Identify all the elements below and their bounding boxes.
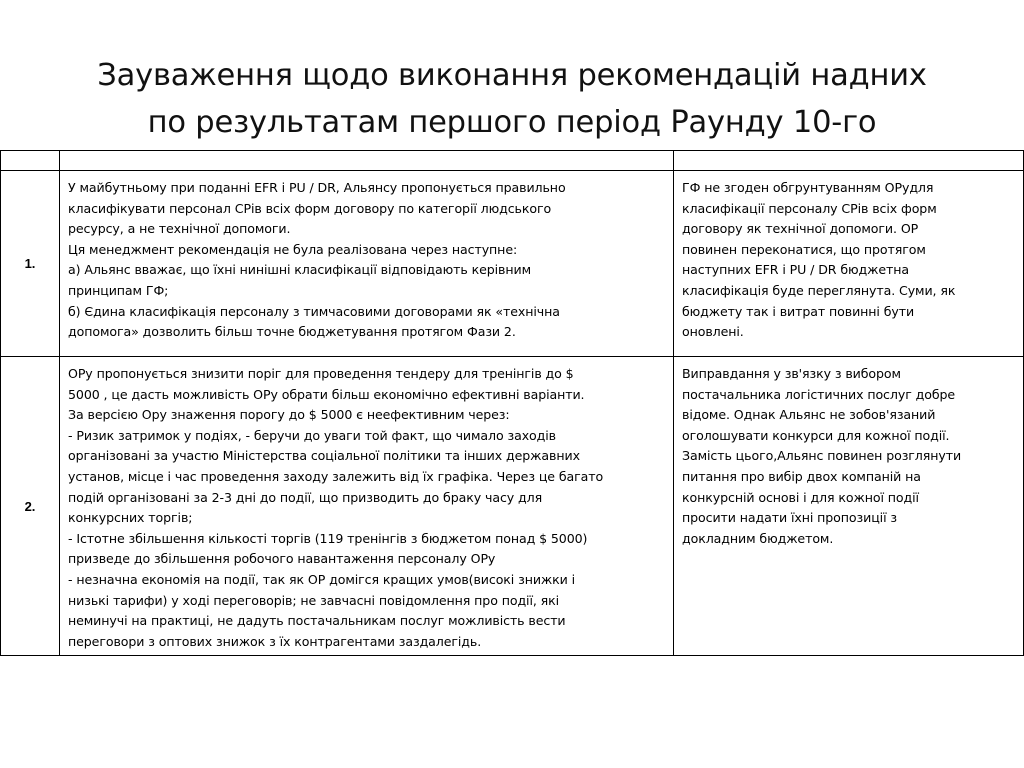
title-line-1: Зауваження щодо виконання рекомендацій надних — [97, 58, 927, 93]
text-line: просити надати їхні пропозиції з — [682, 510, 897, 526]
text-line: неминучі на практиці, не дадуть постачальникам послуг можливість вести — [68, 613, 566, 629]
text-line: За версією Ору знаження порогу до $ 5000 є неефективним через: — [68, 407, 510, 423]
text-line: Виправдання у зв'язку з вибором — [682, 366, 901, 381]
header-cell-recommendation — [60, 151, 674, 171]
text-line: класифікація буде переглянута. Суми, як — [682, 282, 956, 298]
text-line: 5000 , це дасть можливість ОРу обрати більш економічно ефективні варіанти. — [68, 386, 585, 402]
table-row — [1, 171, 1024, 357]
text-line: Ця менеджмент рекомендація не була реалізована через наступне: — [68, 241, 518, 257]
text-line: Замість цього,Альянс повинен розглянути — [682, 448, 962, 464]
text-line: бюджету так і витрат повинні бути — [682, 303, 915, 319]
text-line: постачальника логістичних послуг добре — [682, 386, 956, 402]
text-line: допомога» дозволить більш точне бюджетування протягом Фази 2. — [68, 324, 516, 340]
text-line: оголошувати конкурси для кожної події. — [682, 427, 950, 443]
text-line: конкурсних торгів; — [68, 510, 193, 526]
row-number: 1. — [1, 171, 60, 357]
text-line: класифікувати персонал СРів всіх форм договору по категорії людського — [68, 200, 552, 216]
header-cell-response — [674, 151, 1024, 171]
text-line: б) Єдина класифікація персоналу з тимчасовими договорами як «технічна — [68, 303, 560, 319]
text-line: подій організовані за 2-3 дні до події, що призводить до браку часу для — [68, 489, 543, 505]
text-line: ГФ не згоден обгрунтуванням ОРудля — [682, 180, 934, 195]
text-line: призведе до збільшення робочого навантаження персоналу ОРу — [68, 551, 496, 567]
text-line: - Ризик затримок у подіях, - беручи до уваги той факт, що чимало заходів — [68, 427, 556, 443]
row-number: 2. — [1, 357, 60, 656]
text-line: принципам ГФ; — [68, 282, 169, 298]
text-line: конкурсній основі і для кожної події — [682, 489, 919, 505]
text-line: ОРу пропонується знизити поріг для проведення тендеру для тренінгів до $ — [68, 366, 574, 381]
text-line: установ, місце і час проведення заходу залежить від їх графіка. Через це багато — [68, 468, 604, 484]
title-line-2: по результатам першого період Раунду 10-го — [147, 105, 877, 140]
text-line: оновлені. — [682, 324, 744, 340]
table-header-row — [1, 151, 1024, 171]
text-line: відоме. Однак Альянс не зобов'язаний — [682, 407, 936, 423]
text-line: - Істотне збільшення кількості торгів (119 тренінгів з бюджетом понад $ 5000) — [68, 530, 588, 546]
recommendations-table — [0, 150, 1024, 656]
text-line: докладним бюджетом. — [682, 530, 834, 546]
text-line: У майбутньому при поданні EFR і PU / DR, Альянсу пропонується правильно — [68, 180, 566, 195]
text-line: - незначна економія на події, так як ОР домігся кращих умов(високі знижки і — [68, 571, 576, 587]
text-line: питання про вибір двох компаній на — [682, 468, 921, 484]
text-line: організовані за участю Міністерства соціальної політики та інших державних — [68, 448, 580, 464]
text-line: договору як технічної допомоги. ОР — [682, 221, 919, 237]
header-cell-number — [1, 151, 60, 171]
table-row — [1, 357, 1024, 656]
response-cell — [674, 357, 1024, 656]
recommendation-cell — [60, 357, 674, 656]
text-line: наступних EFR і PU / DR бюджетна — [682, 262, 909, 278]
recommendation-cell — [60, 171, 674, 357]
text-line: класифікації персоналу СРів всіх форм — [682, 200, 937, 216]
text-line: низькі тарифи) у ході переговорів; не завчасні повідомлення про події, які — [68, 592, 560, 608]
text-line: а) Альянс вважає, що їхні нинішні класифікації відповідають керівним — [68, 262, 531, 278]
text-line: повинен переконатися, що протягом — [682, 241, 926, 257]
text-line: переговори з оптових знижок з їх контрагентами заздалегідь. — [68, 633, 482, 649]
slide-title — [0, 52, 1024, 146]
text-line: ресурсу, а не технічної допомоги. — [68, 221, 291, 237]
response-cell — [674, 171, 1024, 357]
